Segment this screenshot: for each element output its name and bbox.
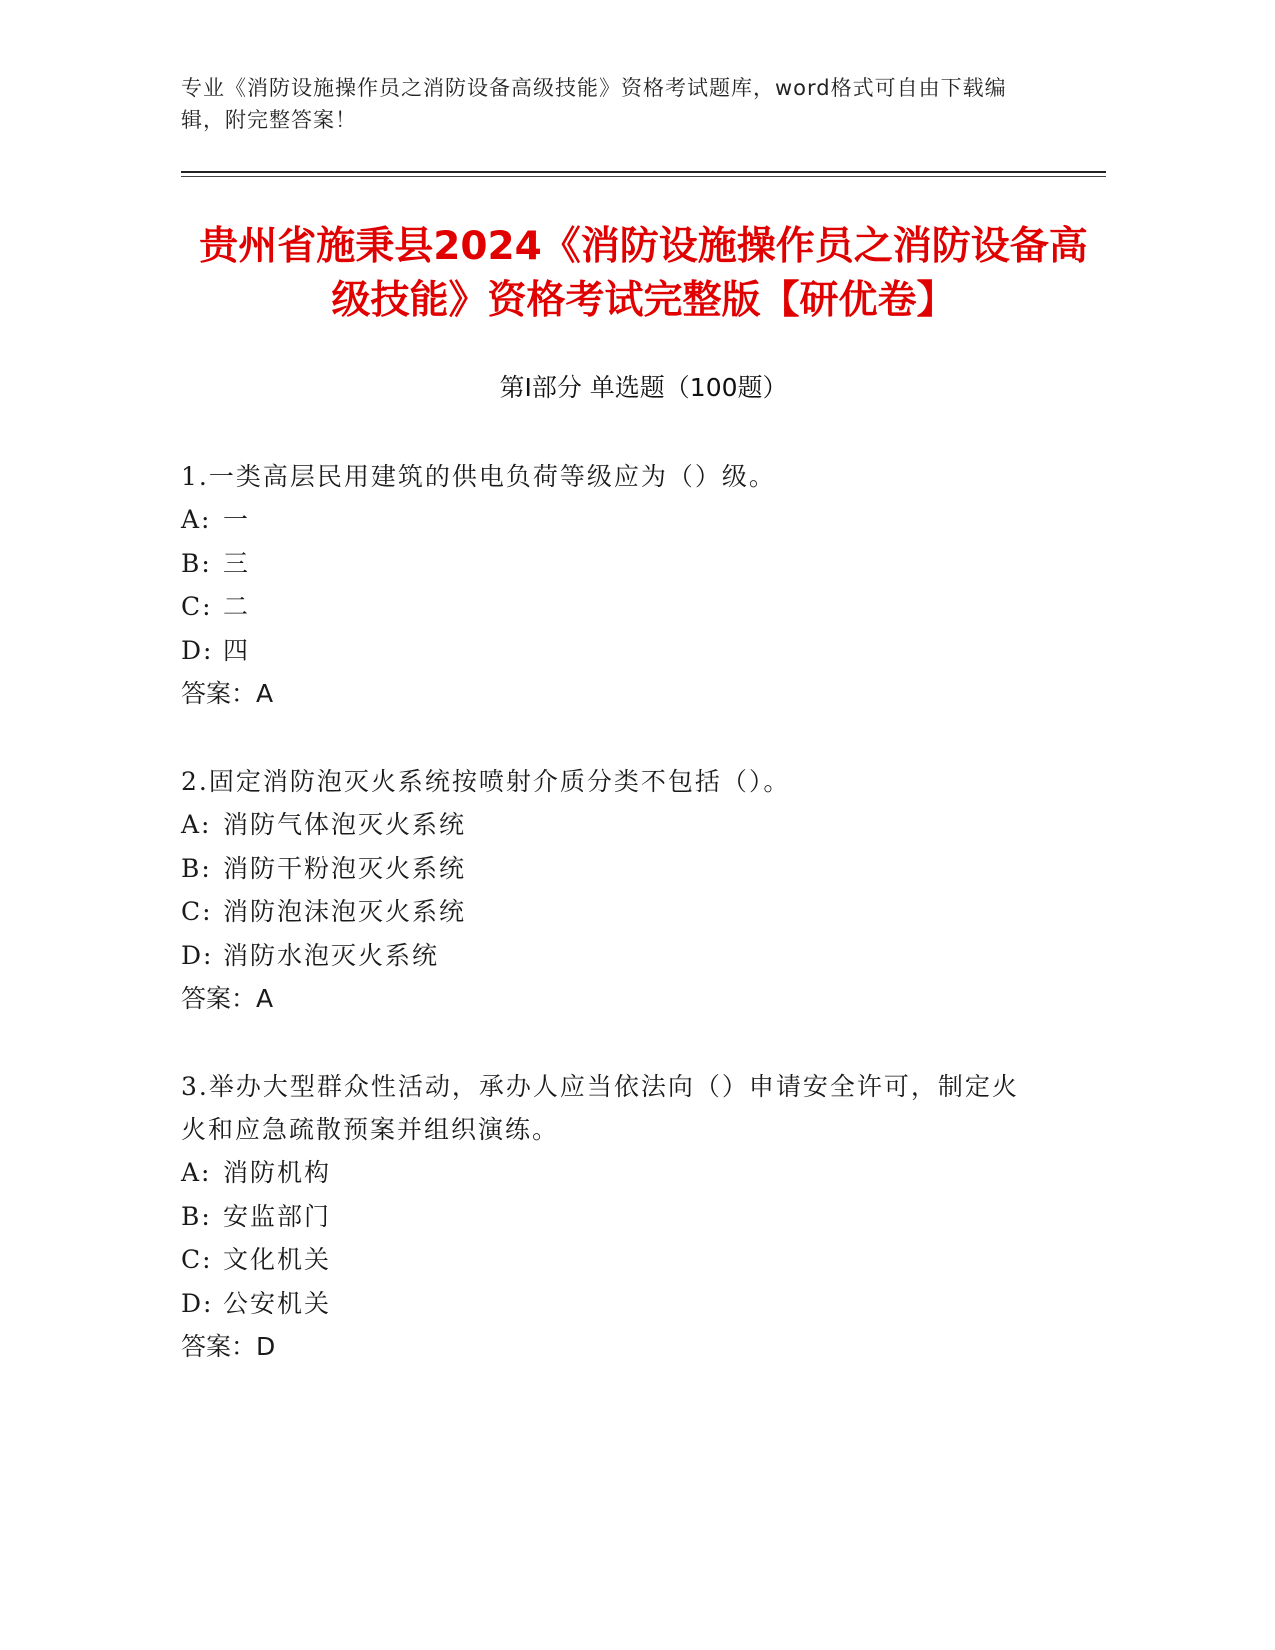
header-divider-thin	[181, 176, 1106, 177]
option-letter: B:	[181, 548, 212, 578]
option-letter: B:	[181, 853, 212, 883]
option-a	[181, 1151, 1041, 1195]
option-letter: C:	[181, 592, 213, 621]
question-stem: 1.一类高层民用建筑的供电负荷等级应为（）级。	[181, 462, 776, 491]
option-c	[181, 890, 1041, 934]
option-letter: A:	[181, 1158, 212, 1187]
question-stem: 3.举办大型群众性活动，承办人应当依法向（）申请安全许可，制定火火和应急疏散预案并组织演练。	[181, 1072, 1019, 1144]
option-text: 消防水泡灭火系统	[223, 940, 440, 970]
option-letter: B:	[181, 1201, 212, 1231]
option-text: 安监部门	[223, 1201, 332, 1231]
answer-key: 答案：A	[181, 679, 274, 708]
option-d	[181, 1282, 1041, 1326]
option-b	[181, 1195, 1041, 1239]
option-letter: A:	[181, 505, 212, 534]
option-letter: D:	[181, 1288, 214, 1318]
option-c	[181, 1238, 1041, 1282]
header-note: 专业《消防设施操作员之消防设备高级技能》资格考试题库，word格式可自由下载编辑，附完整答案！	[181, 76, 1007, 132]
answer-key: 答案：A	[181, 984, 274, 1013]
option-text: 消防泡沫泡灭火系统	[223, 897, 467, 926]
option-a	[181, 803, 1041, 847]
option-text: 消防机构	[223, 1158, 332, 1187]
option-letter: C:	[181, 1245, 213, 1274]
option-text: 一	[223, 505, 251, 534]
option-letter: C:	[181, 897, 213, 926]
option-text: 二	[223, 592, 251, 621]
option-text: 消防气体泡灭火系统	[223, 810, 467, 839]
option-d	[181, 629, 1041, 673]
option-a	[181, 498, 1041, 542]
option-letter: A:	[181, 810, 212, 839]
option-d	[181, 934, 1041, 978]
option-letter: D:	[181, 940, 214, 970]
option-c	[181, 585, 1041, 629]
question-3	[181, 1065, 1041, 1369]
header-divider-thick	[181, 171, 1106, 173]
question-stem: 2.固定消防泡灭火系统按喷射介质分类不包括（）。	[181, 767, 791, 796]
document-title: 贵州省施秉县2024《消防设施操作员之消防设备高级技能》资格考试完整版【研优卷】	[199, 224, 1088, 323]
option-b	[181, 847, 1041, 891]
section-title: 第Ⅰ部分 单选题（100题）	[499, 373, 788, 402]
option-b	[181, 542, 1041, 586]
option-letter: D:	[181, 635, 214, 665]
question-1	[181, 455, 1041, 716]
option-text: 公安机关	[223, 1288, 332, 1318]
option-text: 文化机关	[223, 1245, 332, 1274]
option-text: 四	[223, 635, 251, 665]
question-2	[181, 760, 1041, 1021]
option-text: 三	[223, 548, 251, 578]
option-text: 消防干粉泡灭火系统	[223, 853, 467, 883]
answer-key: 答案：D	[181, 1332, 276, 1361]
